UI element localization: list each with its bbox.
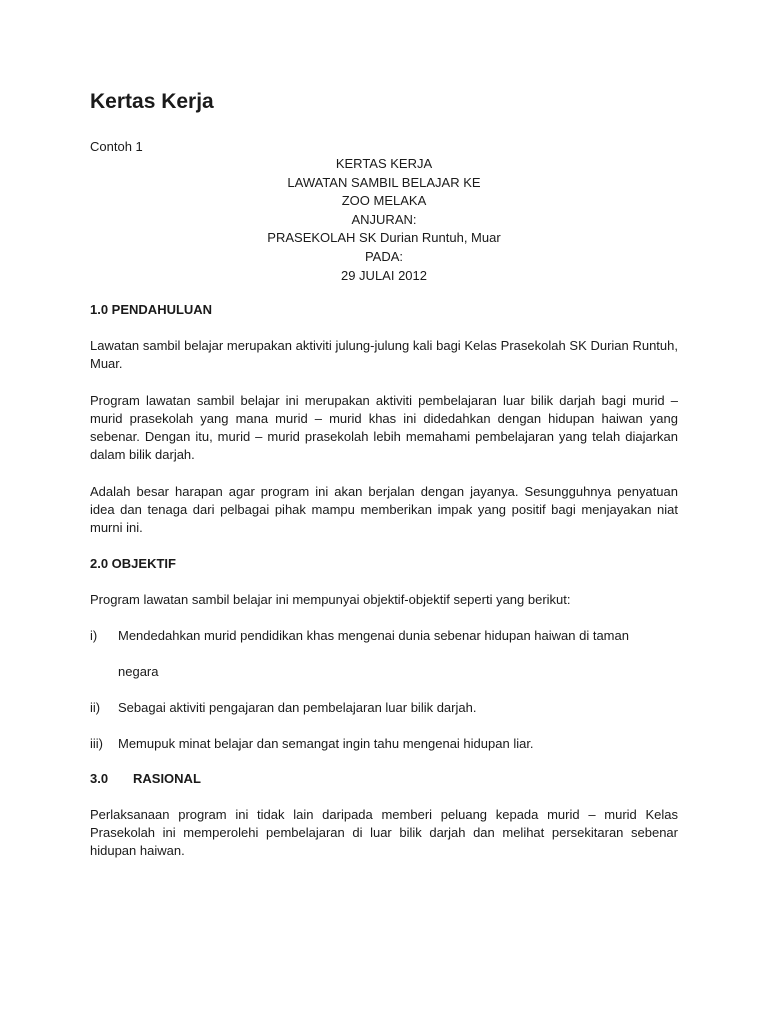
header-line: ANJURAN: [351,211,417,227]
section-heading-pendahuluan: 1.0 PENDAHULUAN [90,302,213,317]
section-heading-objektif: 2.0 OBJEKTIF [90,556,176,571]
list-number: ii) [90,700,101,715]
list-number: iii) [90,736,103,751]
example-label: Contoh 1 [90,139,143,154]
list-number: i) [90,628,98,643]
list-item [90,699,678,717]
header-line: ZOO MELAKA [341,193,427,209]
paragraph: Program lawatan sambil belajar ini merupakan aktiviti pembelajaran luar bilik darjah bagi murid – murid prasekolah yang mana murid – murid khas ini didedahkan dengan hidupan haiwan yang sebenar. Dengan itu, murid – murid prasekolah lebih memahami pembelajaran yang telah diajarkan dalam bilik darjah. [90,393,678,462]
section-number: 3.0 [90,771,109,786]
list-text: Mendedahkan murid pendidikan khas mengenai dunia sebenar hidupan haiwan di taman [118,628,629,643]
document-title: Kertas Kerja [90,90,214,113]
list-text: Sebagai aktiviti pengajaran dan pembelajaran luar bilik darjah. [118,700,477,715]
section-heading-rasional [90,771,290,789]
list-item [90,735,678,753]
header-line: LAWATAN SAMBIL BELAJAR KE [287,174,481,190]
list-text: Memupuk minat belajar dan semangat ingin tahu mengenai hidupan liar. [118,736,534,751]
cover-header [90,155,678,285]
header-line: KERTAS KERJA [335,156,433,171]
section-title: RASIONAL [133,771,201,786]
paragraph: Perlaksanaan program ini tidak lain daripada memberi peluang kepada murid – murid Kelas Prasekolah ini memperolehi pembelajaran di luar bilik darjah dan melihat persekitaran sebenar hidupan haiwan. [90,807,678,858]
objectives-intro: Program lawatan sambil belajar ini mempunyai objektif-objektif seperti yang berikut: [90,592,571,607]
header-line: PRASEKOLAH SK Durian Runtuh, Muar [267,230,501,246]
paragraph: Lawatan sambil belajar merupakan aktiviti julung-julung kali bagi Kelas Prasekolah SK Durian Runtuh, Muar. [90,338,678,371]
list-text: negara [118,664,159,679]
header-line: PADA: [364,248,404,264]
list-item [90,627,678,645]
paragraph: Adalah besar harapan agar program ini akan berjalan dengan jayanya. Sesungguhnya penyatuan idea dan tenaga dari pelbagai pihak mampu memberikan impak yang positif bagi menjayakan niat murni ini. [90,484,678,535]
list-item-continuation [90,663,678,681]
header-line: 29 JULAI 2012 [340,267,427,283]
